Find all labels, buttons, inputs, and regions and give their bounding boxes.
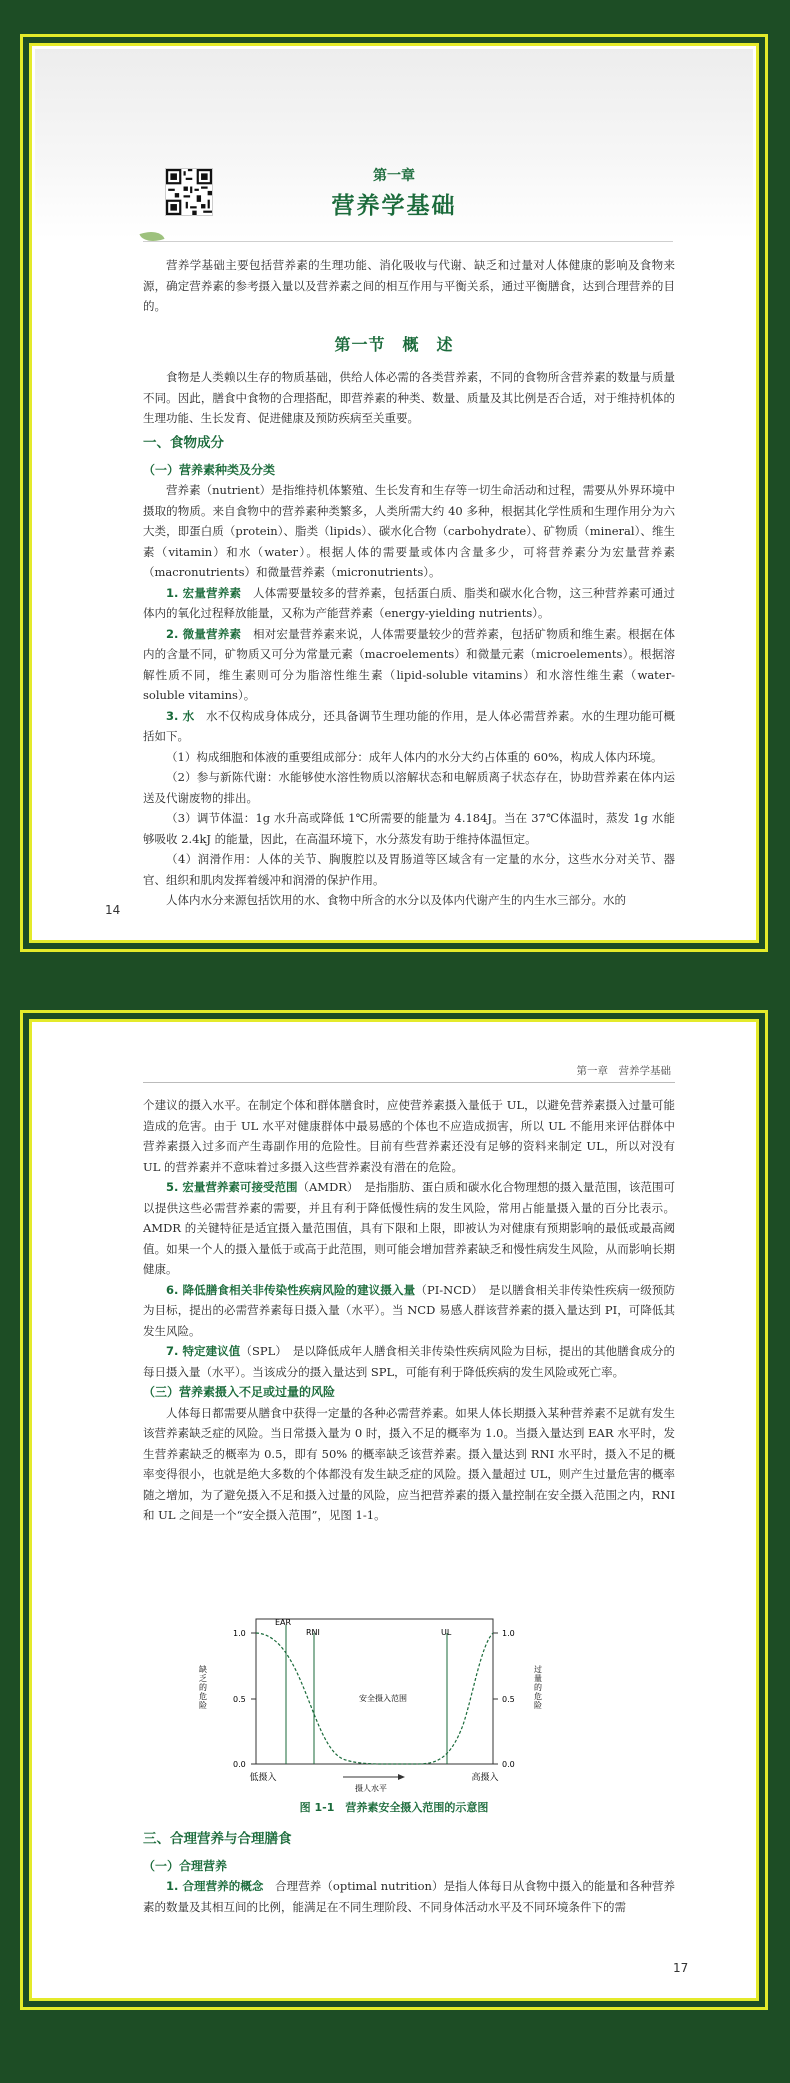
- rni-label: RNI: [306, 1628, 320, 1637]
- pi-ncd-text: 是以膳食相关非传染性疾病一级预防为目标，提出的必需营养素每日摄入量（水平）。当 NCD 易感人群该营养素的摄入量达到 PI，可降低其发生风险。: [143, 1282, 675, 1338]
- water-label: 3. 水: [166, 708, 195, 723]
- spl-text: 是以降低成年人膳食相关非传染性疾病风险为目标，提出的其他膳食成分的每日摄入量（水平）。当该成分的摄入量达到 SPL，可能有利于降低疾病的发生风险或死亡率。: [143, 1344, 675, 1379]
- right-axis-label: 过量的危险: [533, 1665, 543, 1710]
- running-head: 第一章 营养学基础: [576, 1065, 671, 1077]
- heading-optimal-nutrition: （一）合理营养: [143, 1858, 228, 1873]
- heading-food-composition: 一、食物成分: [143, 435, 224, 451]
- water-function-2: （2）参与新陈代谢：水能够使水溶性物质以溶解状态和电解质离子状态存在，协助营养素在体内运送及代谢废物的排出。: [143, 770, 675, 805]
- book-page-17: [20, 1010, 768, 2010]
- running-head-rule: [143, 1082, 675, 1083]
- intro-paragraph: 营养学基础主要包括营养素的生理功能、消化吸收与代谢、缺乏和过量对人体健康的影响及食物来源，确定营养素的参考摄入量以及营养素之间的相互作用与平衡关系，通过平衡膳食，达到合理营养的目的。: [143, 258, 675, 313]
- spl-item: [143, 1341, 675, 1382]
- right-tick-2: 0.5: [502, 1695, 515, 1704]
- pi-ncd-item: [143, 1280, 675, 1342]
- section-intro: [143, 367, 675, 429]
- nutrient-paragraph: 营养素（nutrient）是指维持机体繁殖、生长发育和生存等一切生命活动和过程，需要从外界环境中摄取的物质。来自食物中的营养素种类繁多，人类所需大约 40 多种，根据其化学性质和生理作用分为六大类，即蛋白质（protein）、脂类（lipids）、碳水化合物（carbohydrate）、矿物质（mineral）、维生素（vitamin）和水（water）。根据人体的需要量或体内含量多少，可将营养素分为宏量营养素（macronutrients）和微量营养素（micronutrients）。: [143, 483, 675, 579]
- right-tick-3: 0.0: [502, 1760, 515, 1769]
- heading-intake-risk: （三）营养素摄入不足或过量的风险: [143, 1385, 336, 1399]
- x-axis-label: 摄人水平: [355, 1784, 387, 1793]
- chapter-intro: [143, 255, 675, 317]
- body-text-upper: [143, 1095, 675, 1526]
- water-function-1: （1）构成细胞和体液的重要组成部分：成年人体内的水分大约占体重的 60%，构成人体内环境。: [166, 749, 663, 764]
- micronutrient-text: 相对宏量营养素来说，人体需要量较少的营养素，包括矿物质和维生素。根据在体内的含量不同，矿物质又可分为常量元素（macroelements）和微量元素（microelements）。根据溶解性质不同，维生素则可分为脂溶性维生素（lipid-soluble vitamins）和水溶性维生素（water-soluble vitamins）。: [143, 626, 675, 702]
- safe-range-label: 安全摄入范围: [359, 1694, 407, 1703]
- water-item: [143, 706, 675, 747]
- heading-rational-nutrition: 三、合理营养与合理膳食: [143, 1831, 292, 1847]
- amdr-abbr: （AMDR）: [297, 1180, 353, 1194]
- risk-paragraph: 人体每日都需要从膳食中获得一定量的各种必需营养素。如果人体长期摄入某种营养素不足就有发生该营养素缺乏症的风险。当日常摄入量为 0 时，摄入不足的概率为 1.0。当摄入量达到 EAR 水平时，发生营养素缺乏的概率为 0.5，即有 50% 的概率缺乏该营养素。摄入量达到 RNI 水平时，摄入不足的概率变得很小，也就是绝大多数的个体都没有发生缺乏症的风险。摄入量超过 UL，则产生过量危害的概率随之增加，为了避免摄入不足和摄入过量的风险，应当把营养素的摄入量控制在安全摄入范围之内，RNI 和 UL 之间是一个“安全摄入范围”，见图 1-1。: [143, 1405, 675, 1522]
- body-text-lower: [143, 1825, 675, 1917]
- page-number-17: 17: [673, 1961, 689, 1975]
- left-tick-3: 0.0: [233, 1760, 246, 1769]
- section-intro-paragraph: 食物是人类赖以生存的物质基础，供给人体必需的各类营养素，不同的食物所含营养素的数量与质量不同。因此，膳食中食物的合理搭配，即营养素的种类、数量、质量及其比例是否合适，对于维持机体的生理功能、生长发育、促进健康及预防疾病至关重要。: [143, 370, 675, 425]
- spl-abbr: （SPL）: [240, 1344, 282, 1358]
- macronutrient-item: [143, 583, 675, 624]
- ul-paragraph: 个建议的摄入水平。在制定个体和群体膳食时，应使营养素摄入量低于 UL，以避免营养素摄入过量可能造成的危害。由于 UL 水平对健康群体中最易感的个体也不应造成损害，所以 UL 不能用来评估群体中营养素摄入过多而产生毒副作用的危险性。目前有些营养素还没有足够的资料来制定 UL，所以对没有 UL 的营养素并不意味着过多摄入这些营养素没有潜在的危险。: [143, 1098, 675, 1174]
- amdr-text: 是指脂肪、蛋白质和碳水化合物理想的摄入量范围，该范围可以提供这些必需营养素的需要，并且有利于降低慢性病的发生风险，常用占能量摄入量的百分比表示。AMDR 的关键特征是适宜摄入量范围值，具有下限和上限，即被认为对健康有预期影响的最低或最高阈值。如果一个人的摄入量低于或高于此范围，则可能会增加营养素缺乏和慢性病发生风险，从而影响长期健康。: [143, 1180, 675, 1276]
- micronutrient-label: 2. 微量营养素: [166, 626, 242, 641]
- figure-caption: 图 1-1 营养素安全摄入范围的示意图: [299, 1801, 489, 1814]
- left-tick-2: 0.5: [233, 1695, 246, 1704]
- optimal-nutrition-item: [143, 1876, 675, 1917]
- ul-label: UL: [441, 1628, 452, 1637]
- pi-ncd-abbr: （PI-NCD）: [415, 1282, 478, 1297]
- amdr-label: 5. 宏量营养素可接受范围: [166, 1180, 298, 1194]
- safe-intake-figure: [193, 1605, 613, 1795]
- optimal-nutrition-text: 合理营养（optimal nutrition）是指人体每日从食物中摄入的能量和各种营养素的数量及其相互间的比例，能满足在不同生理阶段、不同身体活动水平及不同环境条件下的需: [143, 1879, 676, 1914]
- body-text: [143, 429, 675, 911]
- amdr-item: [143, 1177, 675, 1280]
- right-tick-1: 1.0: [502, 1629, 515, 1638]
- x-left-label: 低摄入: [249, 1773, 277, 1783]
- water-function-3: （3）调节体温：1g 水升高或降低 1℃所需要的能量为 4.184J。当在 37℃体温时，蒸发 1g 水能够吸收 2.4kJ 的能量，因此，在高温环境下，水分蒸发有助于维持体温恒定。: [143, 811, 675, 846]
- chapter-number: 第一章: [373, 168, 415, 184]
- header-divider: [143, 241, 673, 242]
- optimal-nutrition-label: 1. 合理营养的概念: [166, 1879, 264, 1893]
- section-title: 第一节 概 述: [334, 335, 454, 354]
- x-right-label: 高摄入: [471, 1773, 499, 1783]
- heading-nutrient-types: （一）营养素种类及分类: [143, 462, 276, 477]
- micronutrient-item: [143, 624, 675, 706]
- water-source: 人体内水分来源包括饮用的水、食物中所含的水分以及体内代谢产生的内生水三部分。水的: [166, 893, 626, 907]
- ear-label: EAR: [275, 1618, 292, 1627]
- water-function-4: （4）润滑作用：人体的关节、胸腹腔以及胃肠道等区域含有一定量的水分，这些水分对关节、器官、组织和肌肉发挥着缓冲和润滑的保护作用。: [143, 852, 675, 887]
- left-axis-label: 缺乏的危险: [198, 1665, 208, 1710]
- left-tick-1: 1.0: [233, 1629, 246, 1638]
- macronutrient-label: 1. 宏量营养素: [166, 585, 242, 600]
- macronutrient-text: 人体需要量较多的营养素，包括蛋白质、脂类和碳水化合物，这三种营养素可通过体内的氧化过程释放能量，又称为产能营养素（energy-yielding nutrients）。: [143, 585, 675, 620]
- x-arrow-head: [398, 1774, 405, 1780]
- pi-ncd-label: 6. 降低膳食相关非传染性疾病风险的建议摄入量: [166, 1282, 416, 1297]
- figure-frame: [256, 1619, 493, 1764]
- book-page-14: [20, 34, 768, 952]
- water-text: 水不仅构成身体成分，还具备调节生理功能的作用，是人体必需营养素。水的生理功能可概括如下。: [143, 708, 676, 743]
- chapter-title: 营养学基础: [331, 193, 457, 219]
- spl-label: 7. 特定建议值: [166, 1344, 241, 1358]
- page-number: 14: [105, 903, 121, 917]
